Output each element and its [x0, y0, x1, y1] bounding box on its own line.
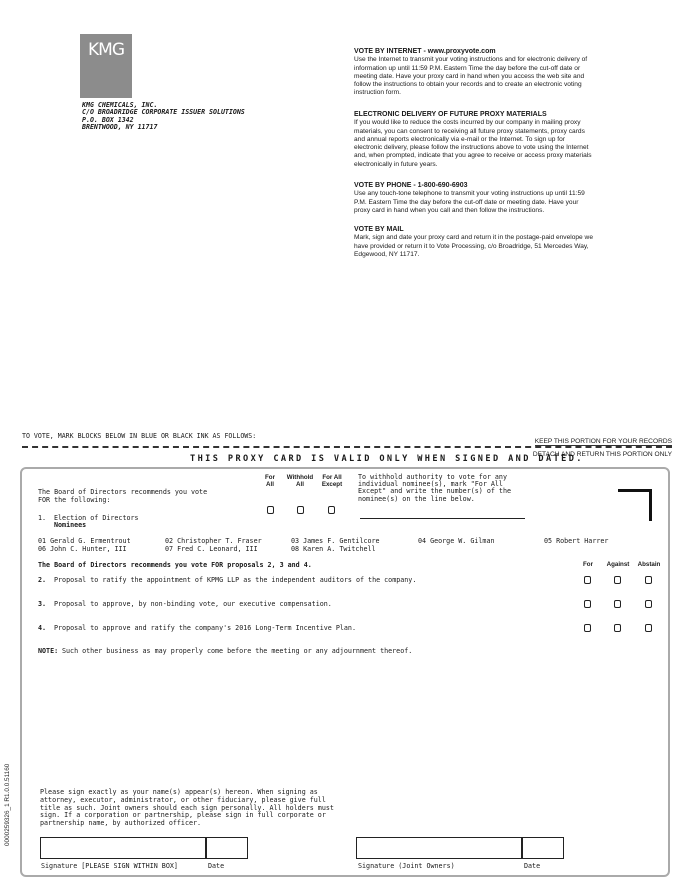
detach-portion-label: DETACH AND RETURN THIS PORTION ONLY	[532, 451, 672, 458]
col-for-all-except	[318, 474, 346, 488]
joint-date-box[interactable]	[522, 837, 564, 859]
nominee-number-line[interactable]	[360, 518, 525, 519]
body-line: Use any touch-tone telephone to transmit your voting instructions up until 11:59	[354, 190, 585, 198]
proposal-2-text: Proposal to ratify the appointment of KPMG LLP as the independent auditors of the company.	[54, 576, 417, 584]
note-label: NOTE:	[38, 647, 59, 655]
side-code: 0000259326_1 R1.0.0.51160	[4, 763, 11, 846]
body-line: electronically in future years.	[354, 160, 438, 168]
body-line: instruction form.	[354, 89, 401, 97]
body-line: meeting date. Have your proxy card in hand when you access the web site and	[354, 72, 585, 80]
proposal-3-for-checkbox[interactable]	[584, 600, 591, 608]
text-line: FOR the following:	[38, 495, 111, 504]
board-recommendation-1	[38, 489, 207, 504]
proposal-4-text: Proposal to approve and ratify the company's 2016 Long-Term Incentive Plan.	[54, 624, 356, 632]
text-line: individual nominee(s), mark "For All	[358, 480, 503, 489]
address-line: BRENTWOOD, NY 11717	[82, 123, 158, 132]
text-line: The Board of Directors recommends you vote	[38, 488, 208, 496]
body-line: If you would like to reduce the costs incurred by our company in mailing proxy	[354, 119, 581, 127]
nominees-label: Nominees	[54, 521, 87, 529]
body-line: follow the instructions to obtain your records and to create an electronic voting	[354, 81, 582, 89]
text-line: attorney, executor, administrator, or other fiduciary, please give full	[40, 795, 326, 804]
body-line: proxy card in hand when you call and then follow the instructions.	[354, 206, 545, 214]
body-line: have provided or return it to Vote Processing, c/o Broadridge, 51 Mercedes Way,	[354, 242, 589, 250]
date-label: Date	[208, 862, 225, 870]
body-line: electronic delivery, please follow the instructions above to vote using the Internet	[354, 144, 589, 152]
text-line: sign. If a corporation or partnership, please sign in full corporate or	[40, 811, 326, 820]
signature-box[interactable]	[40, 837, 206, 859]
signature-label: Signature [PLEASE SIGN WITHIN BOX]	[41, 862, 178, 870]
nominee: 04 George W. Gilman	[418, 537, 495, 545]
body-line: materials, you can consent to receiving all future proxy statements, proxy cards	[354, 127, 585, 135]
joint-signature-label: Signature (Joint Owners)	[358, 862, 455, 870]
proposal-3-number: 3.	[38, 600, 47, 608]
col-label: Withhold	[286, 474, 314, 481]
body-line: and annual reports electronically via e-mail or the Internet. To sign up for	[354, 135, 565, 143]
for-all-except-checkbox[interactable]	[328, 506, 335, 514]
logo-text: KMG	[88, 40, 124, 60]
board-recommendation-2: The Board of Directors recommends you vote FOR proposals 2, 3 and 4.	[38, 561, 312, 569]
text-line: Please sign exactly as your name(s) appear(s) hereon. When signing as	[40, 788, 318, 796]
nominee: 03 James F. Gentilcore	[291, 537, 380, 545]
vote-by-phone	[354, 182, 624, 215]
signing-instructions	[40, 789, 360, 828]
keep-portion-label: KEEP THIS PORTION FOR YOUR RECORDS	[534, 438, 672, 445]
section-title: VOTE BY MAIL	[354, 226, 404, 233]
marking-instructions: TO VOTE, MARK BLOCKS BELOW IN BLUE OR BLACK INK AS FOLLOWS:	[22, 432, 257, 440]
col-for: For	[583, 561, 593, 568]
text-line: title as such. Joint owners should each sign personally. All holders must	[40, 803, 334, 812]
section-title: ELECTRONIC DELIVERY OF FUTURE PROXY MATERIALS	[354, 111, 547, 118]
col-label: All	[266, 481, 274, 488]
vote-by-mail	[354, 226, 624, 259]
proposal-2-against-checkbox[interactable]	[614, 576, 621, 584]
proposal-3-against-checkbox[interactable]	[614, 600, 621, 608]
for-all-checkbox[interactable]	[267, 506, 274, 514]
text-line: partnership name, by authorized officer.	[40, 819, 202, 828]
text-line: Except" and write the number(s) of the	[358, 487, 511, 496]
nominee: 06 John C. Hunter, III	[38, 545, 127, 553]
body-line: Use the Internet to transmit your voting instructions and for electronic delivery of	[354, 56, 588, 64]
body-line: and, when prompted, indicate that you agree to receive or access proxy materials	[354, 152, 592, 160]
date-box[interactable]	[206, 837, 248, 859]
return-address	[82, 102, 245, 132]
joint-signature-box[interactable]	[356, 837, 522, 859]
electronic-delivery	[354, 111, 624, 169]
body-line: Mark, sign and date your proxy card and return it in the postage-paid envelope we	[354, 234, 593, 242]
nominee: 08 Karen A. Twitchell	[291, 545, 376, 553]
nominee: 07 Fred C. Leonard, III	[165, 545, 258, 553]
item-1-number: 1.	[38, 514, 47, 522]
col-label: For All	[322, 474, 342, 481]
withhold-instructions	[358, 474, 511, 503]
body-line: Edgewood, NY 11717.	[354, 250, 420, 258]
address-line: P.O. BOX 1342	[82, 115, 134, 124]
body-line: information up until 11:59 P.M. Eastern Time the day before the cut-off date or	[354, 64, 581, 72]
proposal-4-against-checkbox[interactable]	[614, 624, 621, 632]
tear-off-line	[22, 446, 672, 448]
section-title: VOTE BY INTERNET - www.proxyvote.com	[354, 48, 496, 55]
col-withhold-all	[283, 474, 317, 488]
text-line: To withhold authority to vote for any	[358, 473, 507, 481]
proposal-4-abstain-checkbox[interactable]	[645, 624, 652, 632]
corner-mark	[618, 489, 652, 521]
vote-by-internet	[354, 48, 624, 98]
nominee: 01 Gerald G. Ermentrout	[38, 537, 131, 545]
col-label: Except	[321, 481, 343, 488]
nominee: 05 Robert Harrer	[544, 537, 609, 545]
text-line: nominee(s) on the line below.	[358, 494, 475, 503]
joint-date-label: Date	[524, 862, 541, 870]
proposal-2-abstain-checkbox[interactable]	[645, 576, 652, 584]
withhold-all-checkbox[interactable]	[297, 506, 304, 514]
proposal-3-text: Proposal to approve, by non-binding vote, our executive compensation.	[54, 600, 332, 608]
proposal-4-number: 4.	[38, 624, 47, 632]
col-label: For	[265, 474, 275, 481]
nominee: 02 Christopher T. Fraser	[165, 537, 262, 545]
proposal-4-for-checkbox[interactable]	[584, 624, 591, 632]
item-1-label: Election of Directors	[54, 514, 139, 522]
col-for-all	[258, 474, 282, 488]
section-title: VOTE BY PHONE - 1-800-690-6903	[354, 182, 468, 189]
proposal-2-for-checkbox[interactable]	[584, 576, 591, 584]
address-line: KMG CHEMICALS, INC.	[82, 101, 158, 109]
proposal-2-number: 2.	[38, 576, 47, 584]
proposal-3-abstain-checkbox[interactable]	[645, 600, 652, 608]
kmg-logo	[80, 34, 132, 98]
note-text: Such other business as may properly come before the meeting or any adjournment thereof.	[62, 647, 413, 655]
address-line: C/O BROADRIDGE CORPORATE ISSUER SOLUTIONS	[82, 108, 245, 117]
body-line: P.M. Eastern Time the day before the cut-off date or meeting date. Have your	[354, 198, 579, 206]
col-label: All	[296, 481, 304, 488]
col-against: Against	[606, 561, 630, 568]
valid-notice: THIS PROXY CARD IS VALID ONLY WHEN SIGNED AND DATED.	[190, 454, 584, 464]
col-abstain: Abstain	[637, 561, 661, 568]
